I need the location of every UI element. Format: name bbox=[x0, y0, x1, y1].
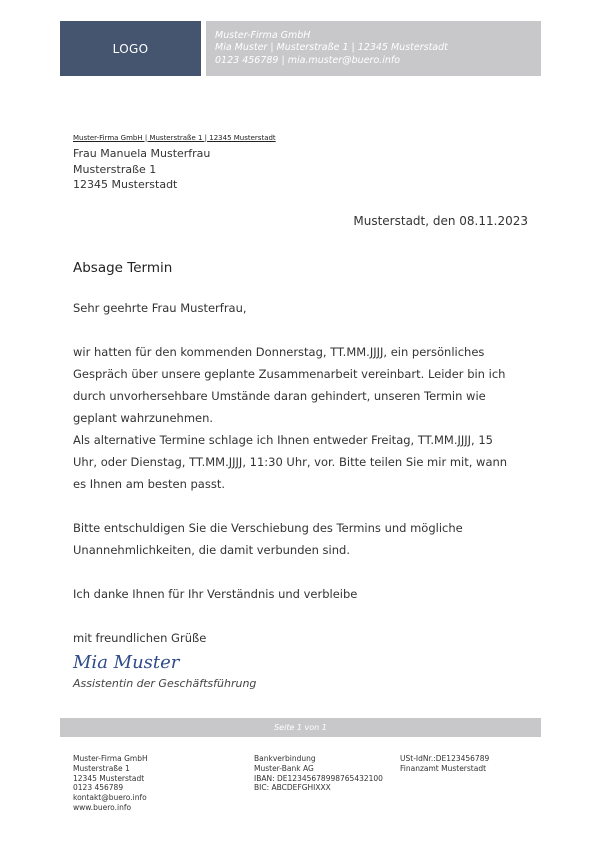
recipient-name: Frau Manuela Musterfrau bbox=[73, 147, 211, 160]
footer-line: Finanzamt Musterstadt bbox=[400, 763, 487, 773]
recipient-city: 12345 Musterstadt bbox=[73, 178, 178, 191]
footer-line: Bankverbindung bbox=[254, 754, 316, 763]
recipient-address bbox=[73, 146, 210, 193]
closing: mit freundlichen Grüße bbox=[73, 631, 207, 645]
footer-line: 0123 456789 bbox=[73, 783, 124, 793]
footer-line: kontakt@buero.info bbox=[73, 793, 147, 803]
footer-line: Muster-Firma GmbH bbox=[73, 754, 148, 763]
letter-subject: Absage Termin bbox=[73, 260, 173, 276]
page-footer-bar bbox=[60, 718, 541, 737]
salutation: Sehr geehrte Frau Musterfrau, bbox=[73, 301, 247, 315]
footer-line: USt-IdNr.:DE123456789 bbox=[400, 754, 490, 763]
body-line: Gespräch über unsere geplante Zusammenarbeit vereinbart. Leider bin ich bbox=[73, 367, 506, 381]
signature: Mia Muster bbox=[73, 652, 180, 673]
footer-line: 12345 Musterstadt bbox=[73, 773, 145, 783]
company-logo bbox=[60, 21, 201, 76]
footer-line: Musterstraße 1 bbox=[73, 763, 130, 773]
letterhead bbox=[206, 21, 541, 76]
letter-date: Musterstadt, den 08.11.2023 bbox=[353, 214, 528, 228]
body-line: Bitte entschuldigen Sie die Verschiebung des Termins und mögliche bbox=[73, 521, 463, 535]
letterhead-company: Muster-Firma GmbH bbox=[215, 30, 311, 41]
letterhead-contact: 0123 456789 | mia.muster@buero.info bbox=[215, 54, 401, 66]
footer-line: IBAN: DE12345678998765432100 bbox=[254, 773, 383, 783]
logo-text: LOGO bbox=[112, 41, 149, 56]
signature-title: Assistentin der Geschäftsführung bbox=[73, 677, 257, 690]
body-line: Unannehmlichkeiten, die damit verbunden sind. bbox=[73, 543, 350, 557]
footer-line: BIC: ABCDEFGHIXXX bbox=[254, 783, 331, 793]
footer-line: www.buero.info bbox=[73, 802, 132, 812]
footer-tax-info bbox=[400, 754, 489, 774]
footer-bank-info bbox=[254, 754, 383, 793]
body-line: geplant wahrzunehmen. bbox=[73, 411, 214, 425]
sender-return-line: Muster-Firma GmbH | Musterstraße 1 | 12345 Musterstadt bbox=[73, 134, 276, 142]
footer-company-info bbox=[73, 754, 148, 813]
letterhead-address: Mia Muster | Musterstraße 1 | 12345 Musterstadt bbox=[215, 42, 448, 54]
footer-line: Muster-Bank AG bbox=[254, 763, 314, 773]
recipient-street: Musterstraße 1 bbox=[73, 162, 157, 176]
body-line: Ich danke Ihnen für Ihr Verständnis und verbleibe bbox=[73, 587, 358, 601]
letter-body bbox=[73, 297, 533, 649]
body-line: durch unvorhersehbare Umstände daran gehindert, unseren Termin wie bbox=[73, 389, 486, 403]
body-line: Als alternative Termine schlage ich Ihnen entweder Freitag, TT.MM.JJJJ, 15 bbox=[73, 433, 494, 447]
page-number: Seite 1 von 1 bbox=[274, 723, 327, 732]
body-line: es Ihnen am besten passt. bbox=[73, 477, 226, 491]
body-line: wir hatten für den kommenden Donnerstag, TT.MM.JJJJ, ein persönliches bbox=[73, 345, 485, 359]
body-line: Uhr, oder Dienstag, TT.MM.JJJJ, 11:30 Uhr, vor. Bitte teilen Sie mir mit, wann bbox=[73, 455, 508, 469]
